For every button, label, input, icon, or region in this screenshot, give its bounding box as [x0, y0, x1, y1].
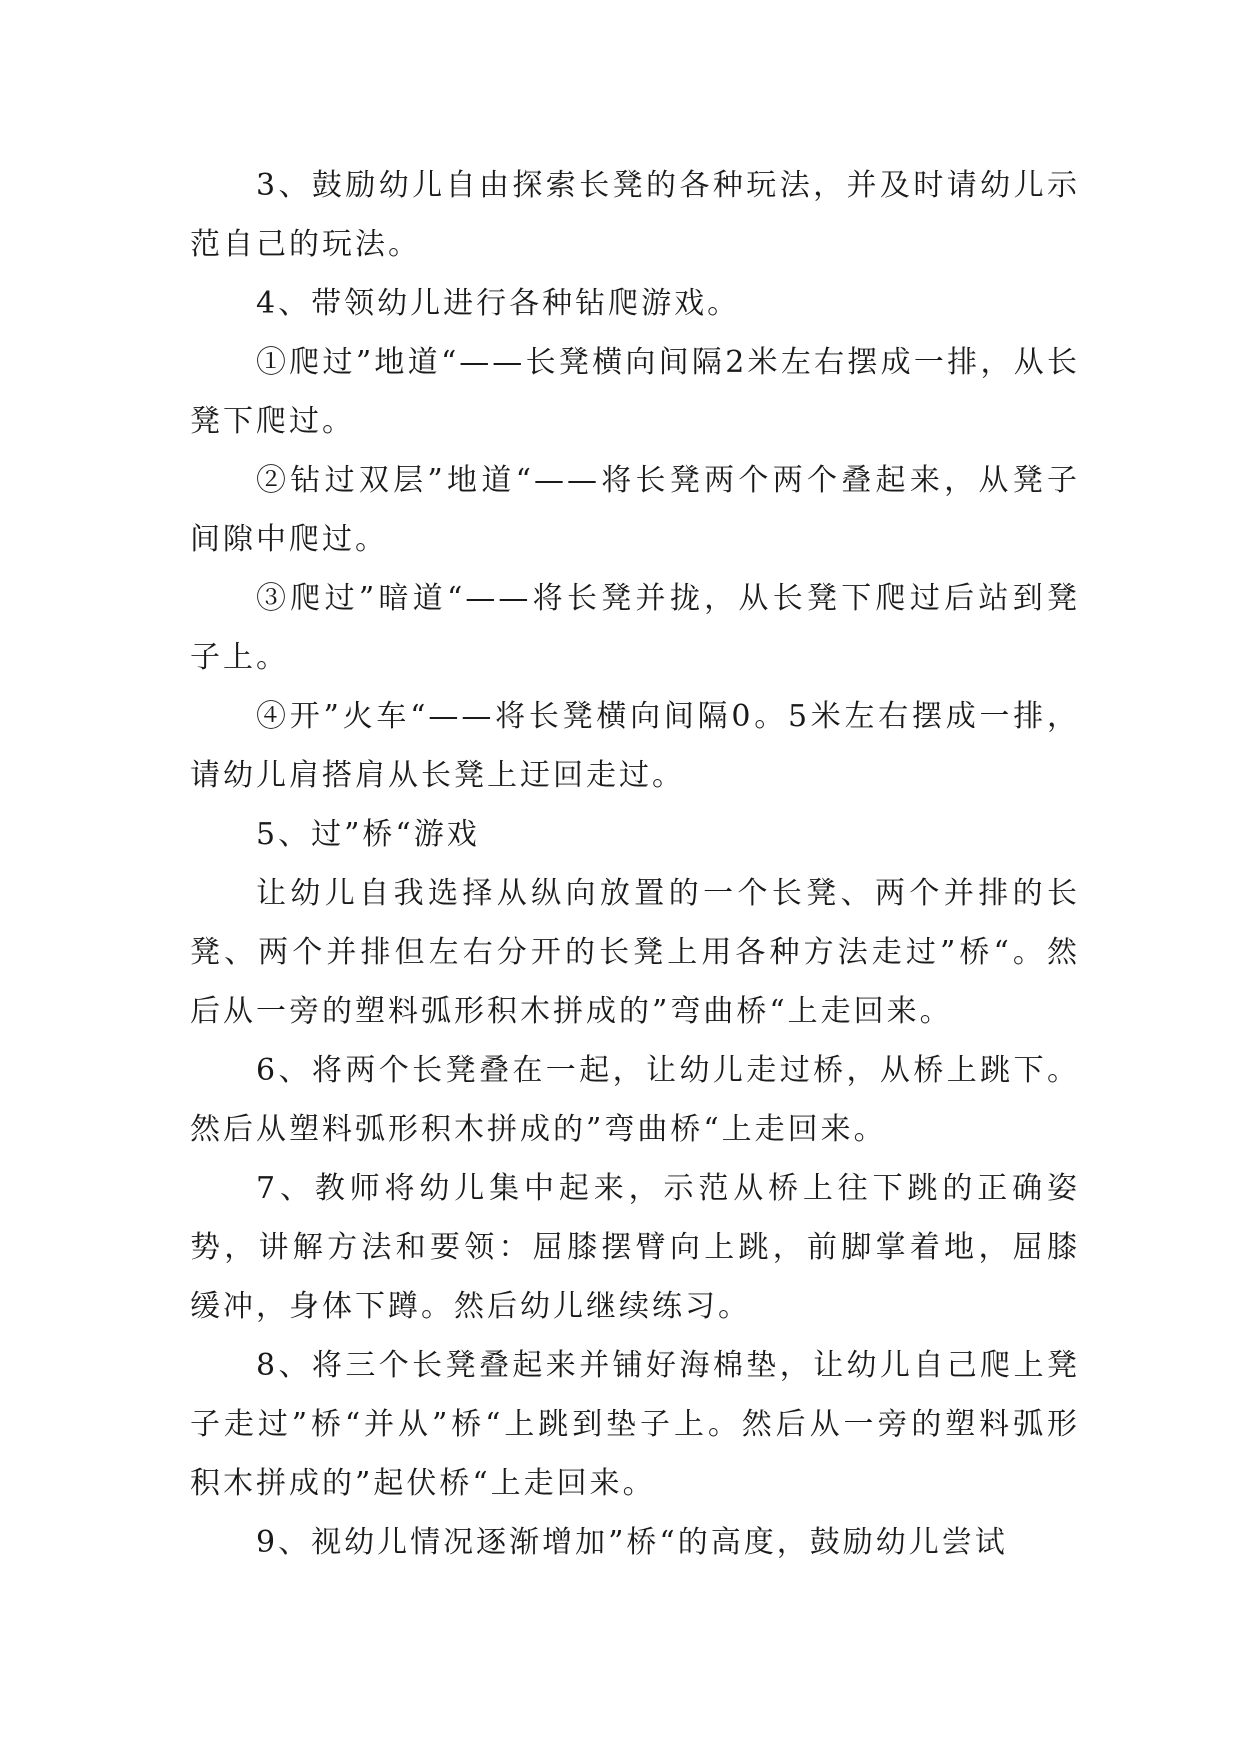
paragraph-step-5: 5、过”桥“游戏	[256, 817, 480, 852]
paragraph-step-4-4: ④开”火车“——将长凳横向间隔0。5米左右摆成一排，请幼儿肩搭肩从长凳上迂回走过。	[190, 699, 1080, 793]
paragraph-step-4-2: ②钻过双层”地道“——将长凳两个两个叠起来，从凳子间隙中爬过。	[190, 463, 1080, 557]
paragraph-step-4-3: ③爬过”暗道“——将长凳并拢，从长凳下爬过后站到凳子上。	[190, 581, 1080, 675]
paragraph-step-6: 6、将两个长凳叠在一起，让幼儿走过桥，从桥上跳下。然后从塑料弧形积木拼成的”弯曲桥“上走回来。	[190, 1053, 1080, 1147]
paragraph-step-4-1: ①爬过”地道“——长凳横向间隔2米左右摆成一排，从长凳下爬过。	[190, 345, 1080, 439]
paragraph-step-9: 9、视幼儿情况逐渐增加”桥“的高度，鼓励幼儿尝试	[256, 1525, 1008, 1560]
paragraph-step-3: 3、鼓励幼儿自由探索长凳的各种玩法，并及时请幼儿示范自己的玩法。	[190, 168, 1080, 262]
paragraph-step-8: 8、将三个长凳叠起来并铺好海棉垫，让幼儿自己爬上凳子走过”桥“并从”桥“上跳到垫子上。然后从一旁的塑料弧形积木拼成的”起伏桥“上走回来。	[190, 1348, 1080, 1501]
paragraph-step-5-detail: 让幼儿自我选择从纵向放置的一个长凳、两个并排的长凳、两个并排但左右分开的长凳上用各种方法走过”桥“。然后从一旁的塑料弧形积木拼成的”弯曲桥“上走回来。	[190, 876, 1080, 1029]
paragraph-step-4: 4、带领幼儿进行各种钻爬游戏。	[256, 286, 741, 321]
paragraph-step-7: 7、教师将幼儿集中起来，示范从桥上往下跳的正确姿势，讲解方法和要领：屈膝摆臂向上跳，前脚掌着地，屈膝缓冲，身体下蹲。然后幼儿继续练习。	[190, 1171, 1080, 1324]
document-body	[190, 156, 1080, 1572]
